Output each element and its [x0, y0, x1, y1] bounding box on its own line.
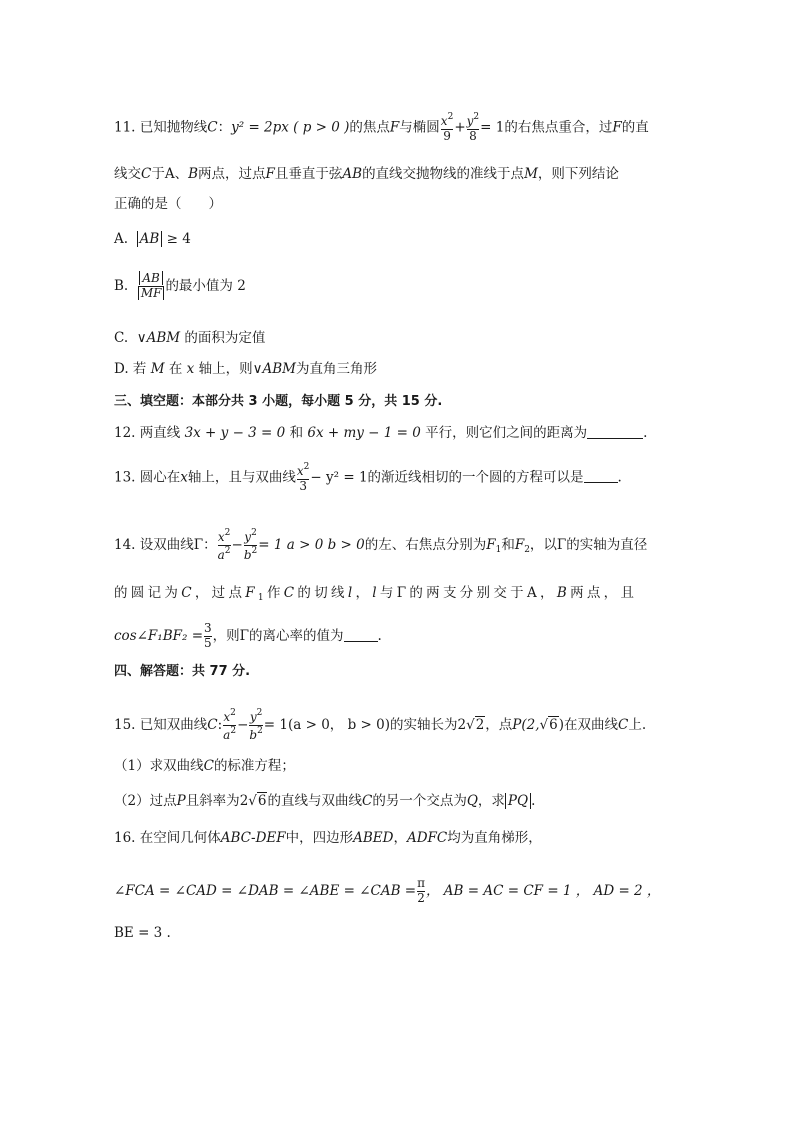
frac-x2-9: $\frac{x^2}{9}$: [440, 112, 454, 143]
q15-line1: 15. 已知双曲线C: $\frac{x^2}{a^2}$ − $\frac{y^2}{b^2}$ = 1(a > 0， b > 0)的实轴长为2√2，点P(2,√6)在双曲线C上.: [114, 708, 647, 742]
q15-part2: （2）过点P且斜率为2√6的直线与双曲线C的另一个交点为Q，求 PQ .: [114, 793, 536, 809]
frac-ab-mf: $\frac{AB}{MF}$: [138, 272, 165, 301]
q11-line3: 正确的是（ ）: [114, 196, 222, 212]
q14-line3: cos∠F₁BF₂ = $\frac{3}{5}$ ，则Γ的离心率的值为 .: [114, 621, 382, 650]
frac-x2-a2: $\frac{x^2}{a^2}$: [223, 708, 237, 742]
answer-blank[interactable]: [344, 629, 378, 642]
q11-option-b: B. $\frac{AB}{MF}$ 的最小值为 2: [114, 271, 246, 300]
q11-option-a: A. AB ≥ 4: [114, 231, 191, 247]
q11-option-c: C. ∨ABM 的面积为定值: [114, 330, 266, 346]
q12: 12. 两直线 3x + y − 3 = 0 和 6x + my − 1 = 0 平行，则它们之间的距离为 .: [114, 425, 648, 441]
q11-line1: 11. 已知抛物线C：y² = 2px ( p > 0 )的焦点F与椭圆 $\frac{x^2}{9}$ + $\frac{y^2}{8}$ = 1的右焦点重合，过F的直: [114, 112, 649, 143]
q15-part1: （1）求双曲线C的标准方程；: [114, 758, 295, 774]
section-4-heading: 四、解答题：共 77 分.: [114, 664, 251, 679]
frac-x2-3: $\frac{x^2}{3}$: [296, 462, 310, 493]
frac-x2-a2: $\frac{x^2}{a^2}$: [217, 528, 231, 562]
q16-line1: 16. 在空间几何体ABC-DEF中，四边形ABED，ADFC均为直角梯形，: [114, 830, 542, 846]
frac-3-5: $\frac{3}{5}$: [204, 621, 212, 650]
q11-option-d: D. 若 M 在 x 轴上，则∨ABM为直角三角形: [114, 361, 377, 377]
q11-line2: 线交C于A、B两点，过点F且垂直于弦AB的直线交抛物线的准线于点M，则下列结论: [114, 166, 619, 182]
section-3-heading: 三、填空题：本部分共 3 小题，每小题 5 分，共 15 分.: [114, 394, 443, 409]
q14-line2: 的圆记为C，过点$F_1$作C的切线l，l与Γ的两支分别交于A，B两点，且: [114, 585, 638, 603]
q14-line1: 14. 设双曲线Γ： $\frac{x^2}{a^2}$ − $\frac{y^2}{b^2}$ = 1 a > 0 b > 0的左、右焦点分别为$F_1$和$F_2$，以Γ的实轴为直径: [114, 528, 648, 562]
frac-pi-2: $\frac{\pi}{2}$: [417, 876, 425, 905]
frac-y2-b2: $\frac{y^2}{b^2}$: [243, 528, 258, 562]
q16-line3: BE = 3 .: [114, 925, 171, 941]
frac-y2-b2: $\frac{y^2}{b^2}$: [249, 708, 263, 742]
answer-blank[interactable]: [587, 426, 643, 439]
q16-line2: ∠FCA = ∠CAD = ∠DAB = ∠ABE = ∠CAB = $\frac{\pi}{2}$ ， AB = AC = CF = 1 ， AD = 2 ，: [114, 876, 661, 905]
q13: 13. 圆心在x轴上，且与双曲线 $\frac{x^2}{3}$ − y² = 1的渐近线相切的一个圆的方程可以是 .: [114, 462, 622, 493]
answer-blank[interactable]: [584, 470, 618, 483]
frac-y2-8: $\frac{y^2}{8}$: [466, 112, 480, 143]
